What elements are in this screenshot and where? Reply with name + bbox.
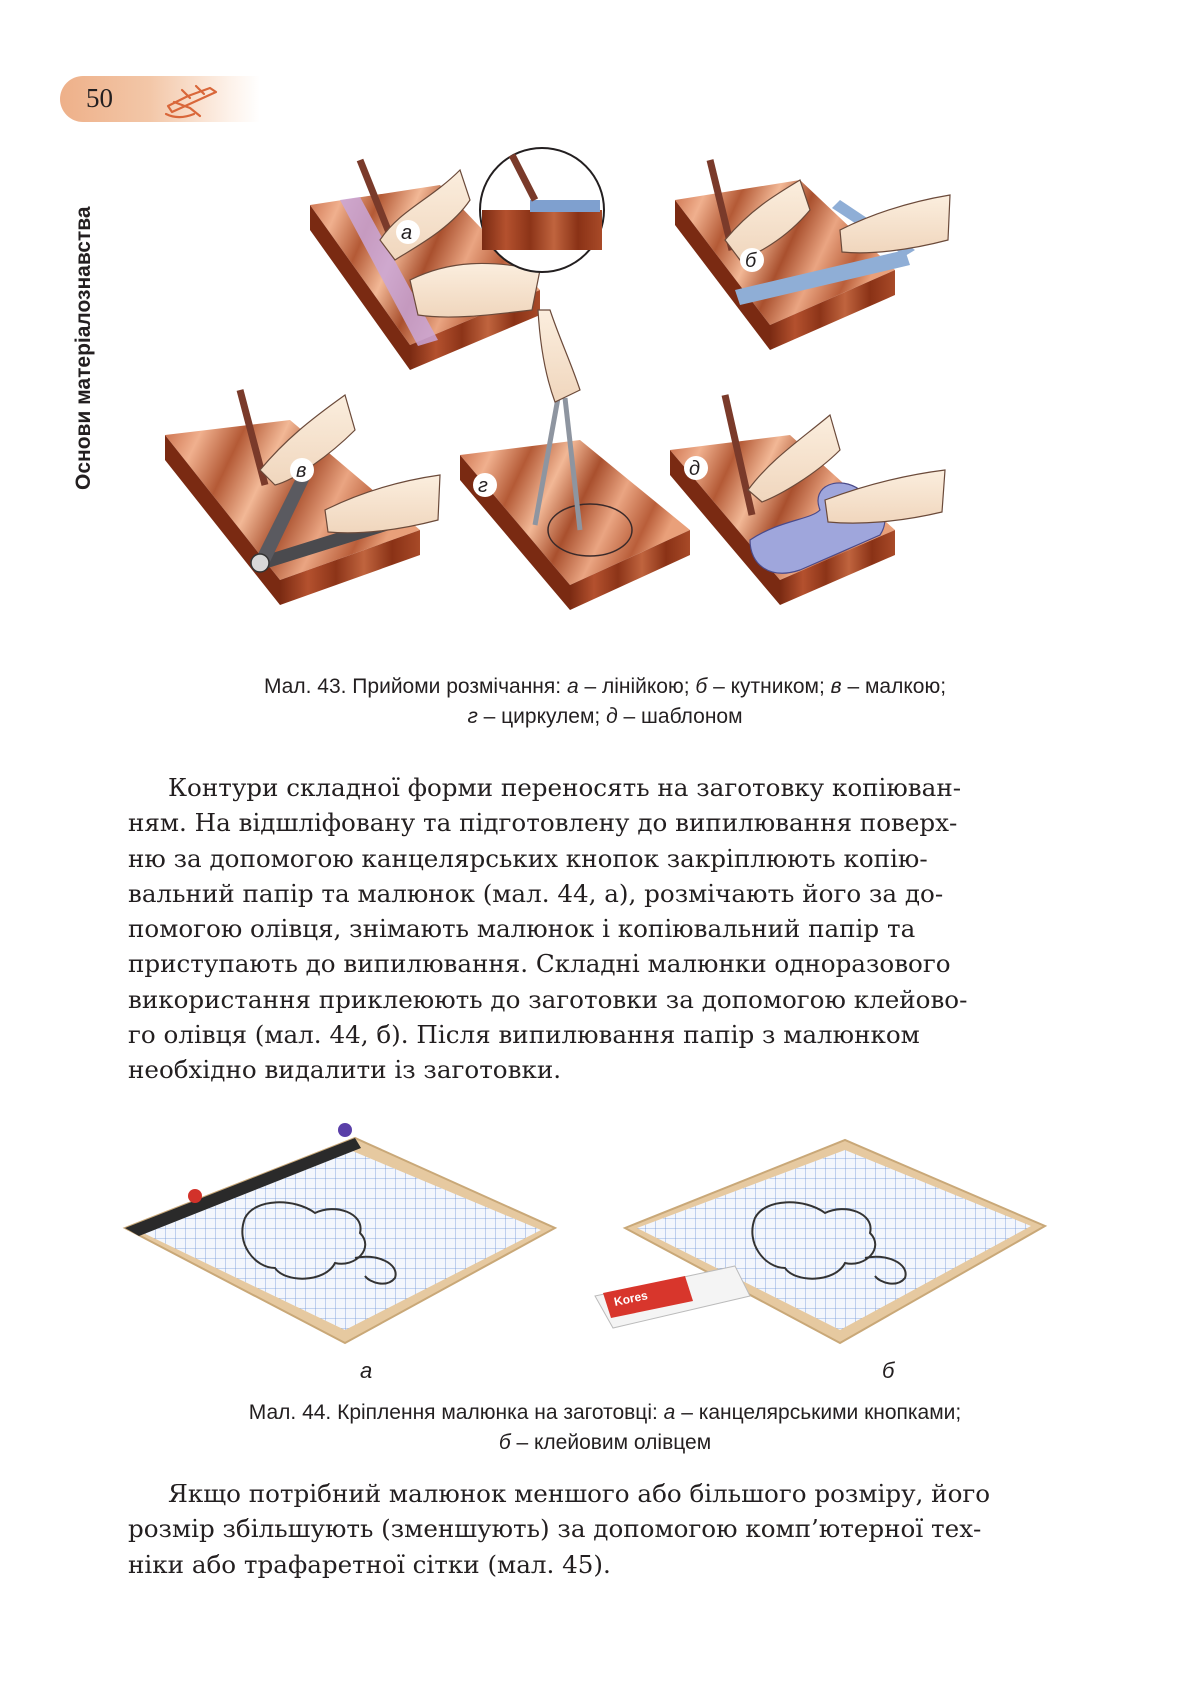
p1-line: ням. На відшліфовану та підготовлену до випилювання поверх- <box>128 808 958 838</box>
board-square <box>675 160 950 350</box>
glue-brand: Kores <box>612 1288 649 1309</box>
fig43-label-a: а <box>401 222 413 244</box>
fig43-label-b: б <box>745 250 757 272</box>
caption-line-1: Мал. 43. Прийоми розмічання: а – лінійкою; б – кутником; в – малкою; <box>263 675 947 698</box>
p1-line: необхідно видалити із заготовки. <box>128 1055 562 1085</box>
p1-line: використання приклеюють до заготовки за допомогою клейово- <box>128 984 968 1014</box>
fig43-label-v: в <box>296 460 307 482</box>
board-with-pins <box>125 1123 555 1343</box>
p1-line: го олівця (мал. 44, б). Після випилювання папір з малюнком <box>128 1020 920 1050</box>
page-number: 50 <box>86 83 113 113</box>
p1-line: вальний папір та малюнок (мал. 44, а), розмічають його за до- <box>128 878 944 908</box>
figure-43-illustration <box>160 140 1050 640</box>
caption-line-2: г – циркулем; д – шаблоном <box>467 705 743 728</box>
paragraph-2 <box>128 1476 1082 1582</box>
caption-line-2: б – клейовим олівцем <box>498 1431 712 1454</box>
figure-43-caption <box>130 672 1080 732</box>
section-title: Основи матеріалознавства <box>72 206 95 490</box>
figure-44-illustration <box>125 1118 1085 1348</box>
p1-line: приступають до випилювання. Складні малюнки одноразового <box>128 949 951 979</box>
fig44-sub-label-b: б <box>882 1358 895 1383</box>
board-compass <box>460 310 690 610</box>
fig43-label-g: г <box>478 475 488 497</box>
caption-line-1: Мал. 44. Кріплення малюнка на заготовці: а – канцелярськими кнопками; <box>248 1401 962 1424</box>
p2-line: ніки або трафаретної сітки (мал. 45). <box>128 1549 611 1579</box>
glue-stick-icon <box>595 1266 750 1328</box>
paragraph-1 <box>128 770 1082 1088</box>
p1-line: ню за допомогою канцелярських кнопок закріплюють копію- <box>128 843 928 873</box>
p1-line: Контури складної форми переносять на заготовку копіюван- <box>168 773 962 802</box>
board-with-glue <box>595 1140 1045 1343</box>
woodwork-logo-icon <box>160 78 222 122</box>
board-template <box>670 395 945 605</box>
p2-line: розмір збільшують (зменшують) за допомогою комп’ютерної тех- <box>128 1514 982 1544</box>
p2-line: Якщо потрібний малюнок меншого або більшого розміру, його <box>168 1479 991 1508</box>
board-bevel <box>165 390 440 605</box>
ruler-detail-circle <box>480 148 604 272</box>
fig44-sub-label-a: а <box>360 1358 373 1383</box>
p1-line: помогою олівця, знімають малюнок і копіювальний папір та <box>128 914 916 944</box>
figure-44-caption <box>130 1398 1080 1458</box>
fig43-label-d: д <box>689 458 701 480</box>
